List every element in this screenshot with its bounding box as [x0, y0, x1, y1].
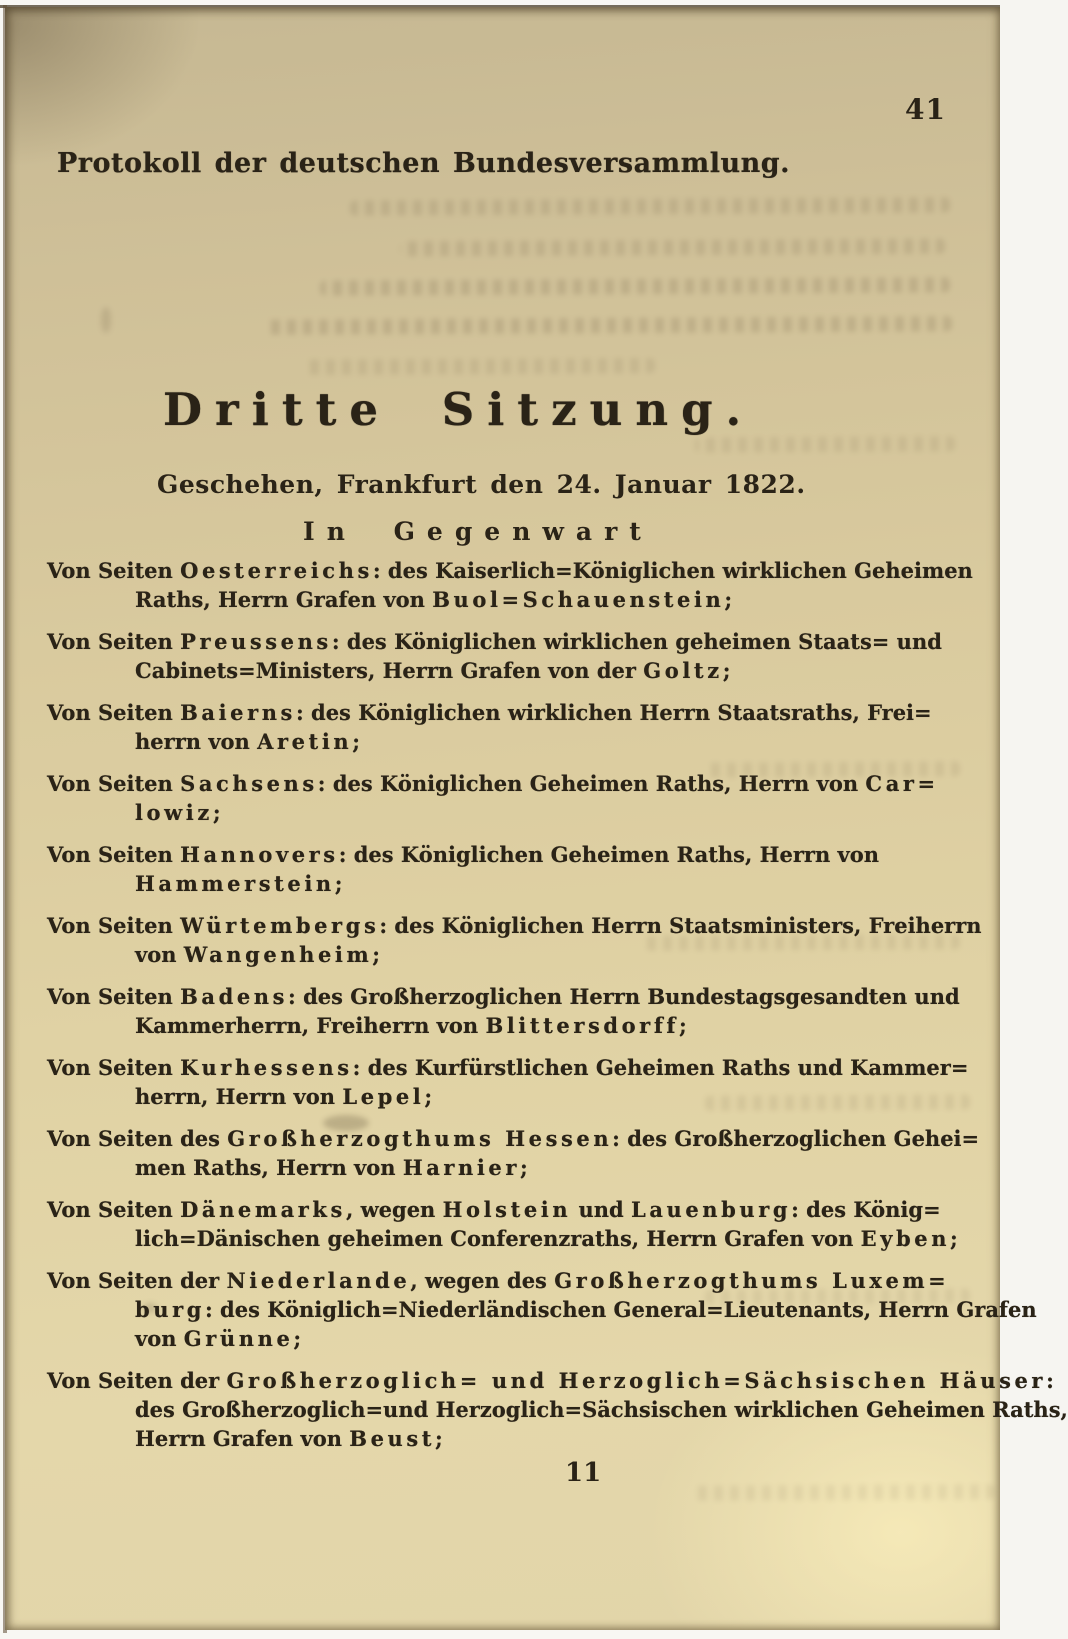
letterspaced-text: Goltz: [643, 658, 723, 683]
attendee-line: [47, 698, 962, 727]
text-segment: des Großherzoglich=und Herzoglich=Sächsischen wirklichen Geheimen Raths,: [135, 1397, 1068, 1422]
attendee-entry: [47, 982, 962, 1040]
attendee-line: [47, 1424, 962, 1453]
text-segment: Von Seiten: [47, 629, 181, 654]
text-segment: ;: [724, 587, 733, 612]
text-segment: : des Königlichen wirklichen Herrn Staatsraths, Frei=: [295, 700, 932, 725]
bleedthrough-mark: [267, 316, 952, 335]
page-number: 41: [905, 93, 946, 126]
text-segment: ;: [679, 1013, 687, 1038]
attendee-line: [47, 840, 962, 869]
letterspaced-text: Preussens: [180, 629, 332, 654]
text-segment: herrn von: [135, 729, 258, 754]
text-segment: Cabinets=Ministers, Herrn Grafen von der: [135, 658, 644, 683]
text-segment: :: [1046, 1368, 1054, 1393]
text-segment: Von Seiten: [47, 771, 181, 796]
attendee-line: [47, 911, 982, 940]
text-segment: : des Großherzoglichen Herrn Bundestagsgesandten und: [288, 984, 960, 1009]
text-segment: ;: [293, 1326, 302, 1351]
attendee-entry: [47, 1124, 980, 1182]
attendee-line: [47, 1324, 962, 1353]
text-segment: : des Großherzoglichen Gehei=: [612, 1126, 980, 1151]
text-segment: : des Königlich=Niederländischen General=Lieutenants, Herrn Grafen: [204, 1297, 1037, 1322]
letterspaced-text: Aretin: [257, 729, 353, 754]
attendee-entry: [47, 911, 982, 969]
text-segment: Von Seiten: [47, 558, 181, 583]
text-segment: ;: [435, 1426, 443, 1451]
attendee-entry: [47, 698, 962, 756]
attendee-line: [47, 1124, 980, 1153]
attendee-line: [47, 1266, 962, 1295]
text-segment: ;: [372, 942, 381, 967]
text-segment: ;: [424, 1084, 433, 1109]
text-segment: ;: [520, 1155, 528, 1180]
attendee-line: [47, 656, 962, 685]
attendee-line: [47, 627, 962, 656]
letterspaced-text: Dänemarks: [180, 1197, 346, 1222]
attendee-line: [47, 727, 962, 756]
letterspaced-text: burg: [135, 1297, 205, 1322]
text-segment: Von Seiten: [47, 700, 181, 725]
letterspaced-text: Lepel: [342, 1084, 425, 1109]
text-segment: : des Königlichen wirklichen geheimen Staats= und: [331, 629, 942, 654]
letterspaced-text: Hannovers: [180, 842, 339, 867]
bleedthrough-mark: [350, 197, 950, 215]
text-segment: Von Seiten der: [47, 1268, 227, 1293]
bleedthrough-mark: [695, 1484, 995, 1501]
attendee-entry: [47, 1053, 969, 1111]
text-segment: und: [571, 1197, 631, 1222]
text-segment: ;: [352, 729, 360, 754]
text-segment: Von Seiten: [47, 1055, 181, 1080]
attendee-entry: [47, 769, 962, 827]
text-segment: : des Kurfürstlichen Geheimen Raths und Kammer=: [352, 1055, 969, 1080]
text-segment: Kammerherrn, Freiherrn von: [135, 1013, 486, 1038]
text-segment: Von Seiten: [47, 913, 181, 938]
letterspaced-text: Beust: [349, 1426, 436, 1451]
attendee-line: [47, 1082, 962, 1111]
text-segment: Von Seiten des: [47, 1126, 228, 1151]
attendee-entry: [47, 840, 962, 898]
letterspaced-text: Eyben: [860, 1226, 951, 1251]
letterspaced-text: Holstein: [442, 1197, 572, 1222]
letterspaced-text: Car=: [865, 771, 939, 796]
letterspaced-text: Würtembergs: [180, 913, 380, 938]
signature-mark: 11: [565, 1458, 602, 1488]
text-segment: herrn, Herrn von: [135, 1084, 343, 1109]
bleedthrough-mark: [695, 436, 955, 452]
attendee-line: [47, 585, 962, 614]
letterspaced-text: Baierns: [180, 700, 296, 725]
letterspaced-text: Lauenburg: [631, 1197, 792, 1222]
text-segment: : des Königlichen Herrn Staatsministers, Freiherrn: [379, 913, 982, 938]
bleedthrough-mark: [305, 358, 655, 375]
letterspaced-text: Großherzogthums Hessen: [227, 1126, 613, 1151]
document-page: [5, 7, 1068, 1630]
text-segment: , wegen des: [410, 1268, 555, 1293]
letterspaced-text: Kurhessens: [180, 1055, 353, 1080]
letterspaced-text: Blittersdorff: [485, 1013, 680, 1038]
text-segment: ;: [334, 871, 343, 896]
attendee-line: [47, 1366, 1054, 1395]
text-segment: : des Königlichen Geheimen Raths, Herrn von: [338, 842, 880, 867]
letterspaced-text: Großherzogthums Luxem=: [554, 1268, 950, 1293]
text-segment: Von Seiten: [47, 984, 181, 1009]
text-segment: Von Seiten der: [47, 1368, 227, 1393]
attendee-line: [47, 1395, 1068, 1424]
text-segment: men Raths, Herrn von: [135, 1155, 403, 1180]
attendee-line: [47, 1011, 962, 1040]
text-segment: Herrn Grafen von: [135, 1426, 350, 1451]
attendee-entry: [47, 556, 973, 614]
attendee-line: [47, 1224, 962, 1253]
text-segment: lich=Dänischen geheimen Conferenzraths, Herrn Grafen von: [135, 1226, 861, 1251]
dateline: Geschehen, Frankfurt den 24. Januar 1822.: [157, 470, 806, 499]
attendee-line: [47, 1153, 962, 1182]
letterspaced-text: Grünne: [183, 1326, 294, 1351]
text-segment: von: [135, 1326, 184, 1351]
attendee-line: [47, 769, 962, 798]
letterspaced-text: Großherzoglich= und Herzoglich=Sächsischen Häuser: [226, 1368, 1047, 1393]
text-segment: : des König=: [791, 1197, 941, 1222]
letterspaced-text: lowiz: [135, 800, 213, 825]
letterspaced-text: Harnier: [402, 1155, 520, 1180]
attendee-entry: [47, 627, 962, 685]
attendee-line: [47, 1195, 962, 1224]
attendee-entry: [47, 1366, 1068, 1453]
letterspaced-text: Badens: [180, 984, 289, 1009]
text-segment: Raths, Herrn Grafen von: [135, 587, 433, 612]
attendee-line: [47, 982, 962, 1011]
attendee-entry: [47, 1195, 962, 1253]
letterspaced-text: Niederlande: [226, 1268, 411, 1293]
letterspaced-text: Oesterreichs: [180, 558, 373, 583]
text-segment: Von Seiten: [47, 842, 181, 867]
letterspaced-text: Hammerstein: [135, 871, 335, 896]
session-title: Dritte Sitzung.: [163, 383, 755, 436]
attendee-line: [47, 1295, 1037, 1324]
text-segment: von: [135, 942, 184, 967]
attendee-line: [47, 869, 962, 898]
bleedthrough-mark: [320, 277, 950, 295]
attendee-line: [47, 940, 962, 969]
attendee-line: [47, 556, 973, 585]
presence-heading: In Gegenwart: [303, 517, 653, 546]
text-segment: ;: [950, 1226, 958, 1251]
text-segment: : des Kaiserlich=Königlichen wirklichen Geheimen: [372, 558, 973, 583]
letterspaced-text: Wangenheim: [183, 942, 373, 967]
attendee-line: [47, 1053, 969, 1082]
attendee-entry: [47, 1266, 1037, 1353]
bleedthrough-mark: [400, 239, 945, 257]
letterspaced-text: Sachsens: [180, 771, 318, 796]
text-segment: ;: [212, 800, 221, 825]
attendee-line: [47, 798, 962, 827]
text-segment: ;: [722, 658, 731, 683]
running-header: Protokoll der deutschen Bundesversammlung.: [57, 148, 791, 179]
letterspaced-text: Buol=Schauenstein: [432, 587, 725, 612]
ink-stain: [101, 307, 111, 333]
text-segment: : des Königlichen Geheimen Raths, Herrn von: [317, 771, 866, 796]
text-segment: Von Seiten: [47, 1197, 181, 1222]
text-segment: , wegen: [345, 1197, 443, 1222]
attendee-list: [47, 556, 1068, 1466]
